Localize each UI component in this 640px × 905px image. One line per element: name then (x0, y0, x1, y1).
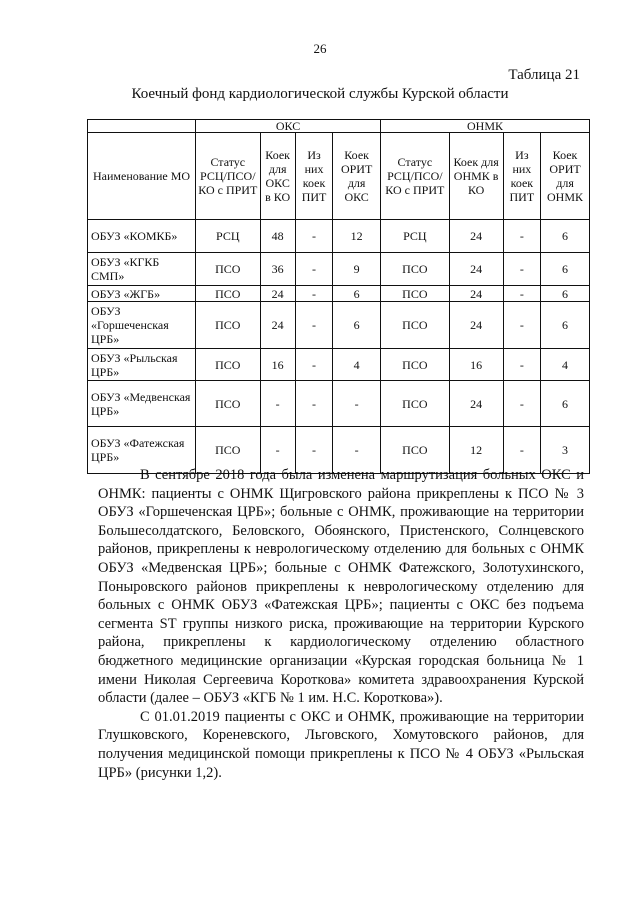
table-cell: - (503, 349, 540, 381)
paragraph: В сентябре 2018 года была изменена маршрутизация больных ОКС и ОНМК: пациенты с ОНМК Щигровского района прикреплены к ПСО № 3 ОБУЗ «Горшеченская ЦРБ»; больные с ОНМК, проживающие на территории Большесолдатского, Беловского, Обоянского, Пристенского, Солнцевского районов, прикреплены к неврологическому отделению для больных с ОНМК ОБУЗ «Медвенская ЦРБ»; больные с ОНМК Фатежского, Золотухинского, Поныровского районов прикреплены к неврологическому отделению для больных с ОНМК ОБУЗ «Фатежская ЦРБ»; пациенты с ОКС без подъема сегмента ST группы низкого риска, проживающие на территории Курского района, прикреплены к кардиологическому отделению областного бюджетного медицинские организации «Курская городская больница № 1 имени Николая Сергеевича Короткова» комитета здравоохранения Курской области (далее – ОБУЗ «КГБ № 1 им. Н.С. Короткова»). (98, 467, 584, 707)
table-cell: 24 (449, 381, 503, 427)
table-cell: 6 (333, 286, 381, 302)
table-row (88, 349, 590, 381)
table-cell: ПСО (196, 253, 260, 286)
table-cell: 9 (333, 253, 381, 286)
page-number: 26 (313, 41, 327, 56)
table-cell: - (295, 381, 332, 427)
column-header: Коек для ОКС в КО (260, 133, 295, 220)
group-header-onmk: ОНМК (381, 120, 590, 133)
body-text (98, 466, 584, 782)
column-header: Коек для ОНМК в КО (449, 133, 503, 220)
table-cell: ПСО (196, 286, 260, 302)
table-label: Таблица 21 (508, 67, 580, 83)
table-cell: 3 (541, 427, 590, 474)
table-cell: 16 (260, 349, 295, 381)
table-cell: ОБУЗ «ЖГБ» (88, 286, 196, 302)
table-cell: - (503, 286, 540, 302)
table-cell: 24 (449, 253, 503, 286)
table-cell: 16 (449, 349, 503, 381)
table-cell: ПСО (381, 253, 450, 286)
column-header: Статус РСЦ/ПСО/ КО с ПРИТ (196, 133, 260, 220)
table-cell: ПСО (196, 381, 260, 427)
column-header: Коек ОРИТ для ОНМК (541, 133, 590, 220)
table-cell: 36 (260, 253, 295, 286)
table-cell: - (295, 253, 332, 286)
table-cell: ПСО (196, 349, 260, 381)
table-cell: ОБУЗ «КОМКБ» (88, 220, 196, 253)
table-cell: 6 (541, 220, 590, 253)
table-row (88, 220, 590, 253)
table-cell: 6 (541, 286, 590, 302)
table-cell: ПСО (381, 302, 450, 349)
table-cell: 6 (541, 253, 590, 286)
table-cell: 12 (333, 220, 381, 253)
table-row (88, 302, 590, 349)
bed-fund-table (87, 119, 590, 474)
column-header: Из них коек ПИТ (295, 133, 332, 220)
table-row (88, 381, 590, 427)
table-cell: ОБУЗ «КГКБ СМП» (88, 253, 196, 286)
table-cell: 12 (449, 427, 503, 474)
table-cell: РСЦ (196, 220, 260, 253)
table-row (88, 286, 590, 302)
table-group-header (88, 120, 590, 133)
table-cell: РСЦ (381, 220, 450, 253)
table-column-header (88, 133, 590, 220)
table-cell: 6 (333, 302, 381, 349)
table-cell: ПСО (196, 427, 260, 474)
table-cell: 48 (260, 220, 295, 253)
table-cell: 4 (541, 349, 590, 381)
table-cell: 4 (333, 349, 381, 381)
table-cell: 24 (260, 302, 295, 349)
group-header-oks: ОКС (196, 120, 381, 133)
table-cell: - (503, 427, 540, 474)
table-cell: - (295, 286, 332, 302)
table-cell: ПСО (381, 427, 450, 474)
table-cell: ОБУЗ «Рыльская ЦРБ» (88, 349, 196, 381)
table-cell: ПСО (381, 381, 450, 427)
table-cell: - (295, 349, 332, 381)
column-header: Коек ОРИТ для ОКС (333, 133, 381, 220)
table-cell: - (333, 381, 381, 427)
table-cell: ОБУЗ «Горшеченская ЦРБ» (88, 302, 196, 349)
table-cell: ПСО (196, 302, 260, 349)
table-cell: - (333, 427, 381, 474)
table-cell: 6 (541, 302, 590, 349)
table-cell: - (260, 381, 295, 427)
table-cell: - (260, 427, 295, 474)
table-cell: ОБУЗ «Фатежская ЦРБ» (88, 427, 196, 474)
table-cell: 6 (541, 381, 590, 427)
table-row (88, 253, 590, 286)
table-cell: - (503, 220, 540, 253)
column-header: Наименование МО (88, 133, 196, 220)
table-cell: - (295, 220, 332, 253)
group-header-blank (88, 120, 196, 133)
table-cell: ПСО (381, 349, 450, 381)
table-cell: ОБУЗ «Медвенская ЦРБ» (88, 381, 196, 427)
table-cell: 24 (449, 286, 503, 302)
table-cell: 24 (449, 302, 503, 349)
table-cell: - (295, 427, 332, 474)
column-header: Статус РСЦ/ПСО/ КО с ПРИТ (381, 133, 450, 220)
paragraph: С 01.01.2019 пациенты с ОКС и ОНМК, проживающие на территории Глушковского, Кореневского, Льговского, Хомутовского районов, для получения медицинской помощи прикреплены к ПСО № 4 ОБУЗ «Рыльская ЦРБ» (рисунки 1,2). (98, 708, 584, 781)
table-cell: 24 (449, 220, 503, 253)
table-cell: - (295, 302, 332, 349)
table-title: Коечный фонд кардиологической службы Курской области (131, 86, 509, 102)
table-cell: ПСО (381, 286, 450, 302)
column-header: Из них коек ПИТ (503, 133, 540, 220)
table-cell: - (503, 381, 540, 427)
table-cell: - (503, 302, 540, 349)
table-cell: 24 (260, 286, 295, 302)
table-cell: - (503, 253, 540, 286)
